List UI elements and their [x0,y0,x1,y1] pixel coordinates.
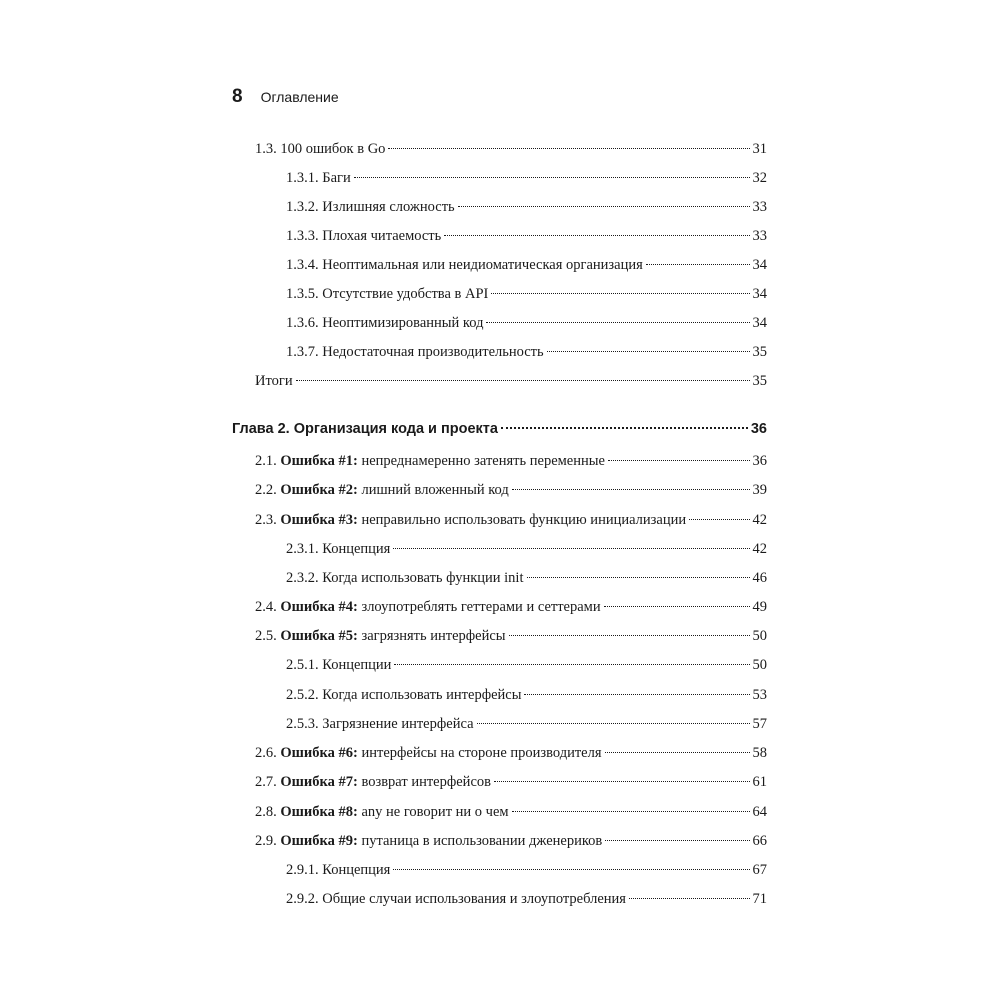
toc-entry[interactable] [286,654,767,676]
toc-entry-label: 1.3.3. Плохая читаемость [286,228,442,244]
dot-leader [494,780,750,782]
toc-entry-label: 2.3. Ошибка #3: неправильно использовать функцию инициализации [255,512,687,528]
toc-entry[interactable] [286,283,767,305]
toc-entry-label: 2.3.2. Когда использовать функции init [286,570,524,586]
toc-page-number: 39 [752,482,767,498]
toc-entry[interactable] [286,713,767,735]
dot-leader [486,321,749,323]
toc-entry[interactable] [286,312,767,334]
toc-entry-label: 1.3.1. Баги [286,170,351,186]
dot-leader [512,810,750,812]
toc-page-number: 36 [752,453,767,469]
dot-leader [491,292,749,294]
toc-entry-label: 2.9. Ошибка #9: путаница в использовании дженериков [255,833,603,849]
toc-entry[interactable] [255,509,767,531]
toc-page-number: 34 [752,257,767,273]
toc-entry[interactable] [286,167,767,189]
toc-entry-label: 1.3.4. Неоптимальная или неидиоматическая организация [286,257,643,273]
dot-leader [527,576,750,578]
toc-entry[interactable] [255,801,767,823]
toc-entry[interactable] [286,341,767,363]
toc-entry-label: 2.6. Ошибка #6: интерфейсы на стороне производителя [255,745,602,761]
toc-entry-label: 1.3.2. Излишняя сложность [286,199,455,215]
toc-entry[interactable] [255,771,767,793]
toc-page-number: 57 [752,716,767,732]
dot-leader [394,663,749,665]
toc-entry-label: 1.3.6. Неоптимизированный код [286,315,484,331]
dot-leader [605,839,749,841]
toc-entry[interactable] [255,830,767,852]
toc-entry[interactable] [255,370,767,392]
toc-entry-label: 2.3.1. Концепция [286,541,391,557]
running-head-title: Оглавление [260,89,339,105]
toc-page-number: 50 [752,628,767,644]
toc-page-number: 33 [752,199,767,215]
toc-entry[interactable] [286,254,767,276]
toc-page-number: 33 [752,228,767,244]
toc-entry[interactable] [286,538,767,560]
dot-leader [393,547,749,549]
toc-page-number: 50 [752,657,767,673]
dot-leader [388,147,749,149]
dot-leader [689,518,749,520]
dot-leader [604,605,750,607]
toc-page-number: 34 [752,286,767,302]
dot-leader [477,722,750,724]
toc-page-number: 49 [752,599,767,615]
toc-page-number: 35 [752,373,767,389]
toc-chapter-title: Глава 2. Организация кода и проекта [232,421,498,437]
toc-entry-label: 2.5.1. Концепции [286,657,392,673]
toc-entry-label: 1.3.7. Недостаточная производительность [286,344,544,360]
dot-leader [524,693,749,695]
toc-page-number: 42 [752,541,767,557]
toc-page-number: 58 [752,745,767,761]
toc-page-number: 46 [752,570,767,586]
toc-entry[interactable] [286,888,767,910]
dot-leader [605,751,750,753]
toc-entry[interactable] [255,596,767,618]
dot-leader [444,234,749,236]
toc-entry[interactable] [286,196,767,218]
toc-entry-label: 2.1. Ошибка #1: непреднамеренно затенять переменные [255,453,605,469]
toc-entry[interactable] [255,742,767,764]
toc-page-number: 35 [752,344,767,360]
toc-page-number: 61 [752,774,767,790]
toc-entry[interactable] [255,479,767,501]
dot-leader [608,459,750,461]
toc-page-number: 42 [752,512,767,528]
toc-entry[interactable] [286,225,767,247]
toc-entry-label: 2.5.2. Когда использовать интерфейсы [286,687,522,703]
toc-entry[interactable] [255,625,767,647]
toc-entry-label: 2.5. Ошибка #5: загрязнять интерфейсы [255,628,506,644]
toc-entry[interactable] [286,684,767,706]
toc-entry-label: 1.3. 100 ошибок в Go [255,141,386,157]
toc-page-number: 67 [752,862,767,878]
toc-page-number: 34 [752,315,767,331]
toc-entry-label: 2.5.3. Загрязнение интерфейса [286,716,474,732]
toc-page-number: 32 [752,170,767,186]
toc-page-number: 64 [752,804,767,820]
toc-entry-label: 2.7. Ошибка #7: возврат интерфейсов [255,774,491,790]
toc-entry-label: 2.9.1. Концепция [286,862,391,878]
toc-entry[interactable] [255,450,767,472]
toc-entry-label: Итоги [255,373,293,389]
dot-leader [629,897,750,899]
toc-entry-label: 1.3.5. Отсутствие удобства в API [286,286,489,302]
dot-leader [646,263,750,265]
dot-leader [296,379,750,381]
toc-page-number: 66 [752,833,767,849]
dot-leader [509,634,750,636]
page-number: 8 [232,86,243,107]
toc-entry-label: 2.9.2. Общие случаи использования и злоупотребления [286,891,626,907]
dot-leader [458,205,750,207]
toc-entry-label: 2.8. Ошибка #8: any не говорит ни о чем [255,804,509,820]
toc-entry[interactable] [255,138,767,160]
dot-leader [547,350,750,352]
toc-page-number: 53 [752,687,767,703]
toc-page-number: 36 [750,421,767,437]
toc-page-number: 31 [752,141,767,157]
toc-entry[interactable] [286,567,767,589]
dot-leader [501,426,748,429]
dot-leader [393,868,749,870]
toc-page-number: 71 [752,891,767,907]
toc-entry-label: 2.2. Ошибка #2: лишний вложенный код [255,482,509,498]
dot-leader [354,176,750,178]
toc-chapter-entry[interactable] [232,418,767,440]
toc-entry[interactable] [286,859,767,881]
toc-entry-label: 2.4. Ошибка #4: злоупотреблять геттерами и сеттерами [255,599,601,615]
dot-leader [512,488,750,490]
